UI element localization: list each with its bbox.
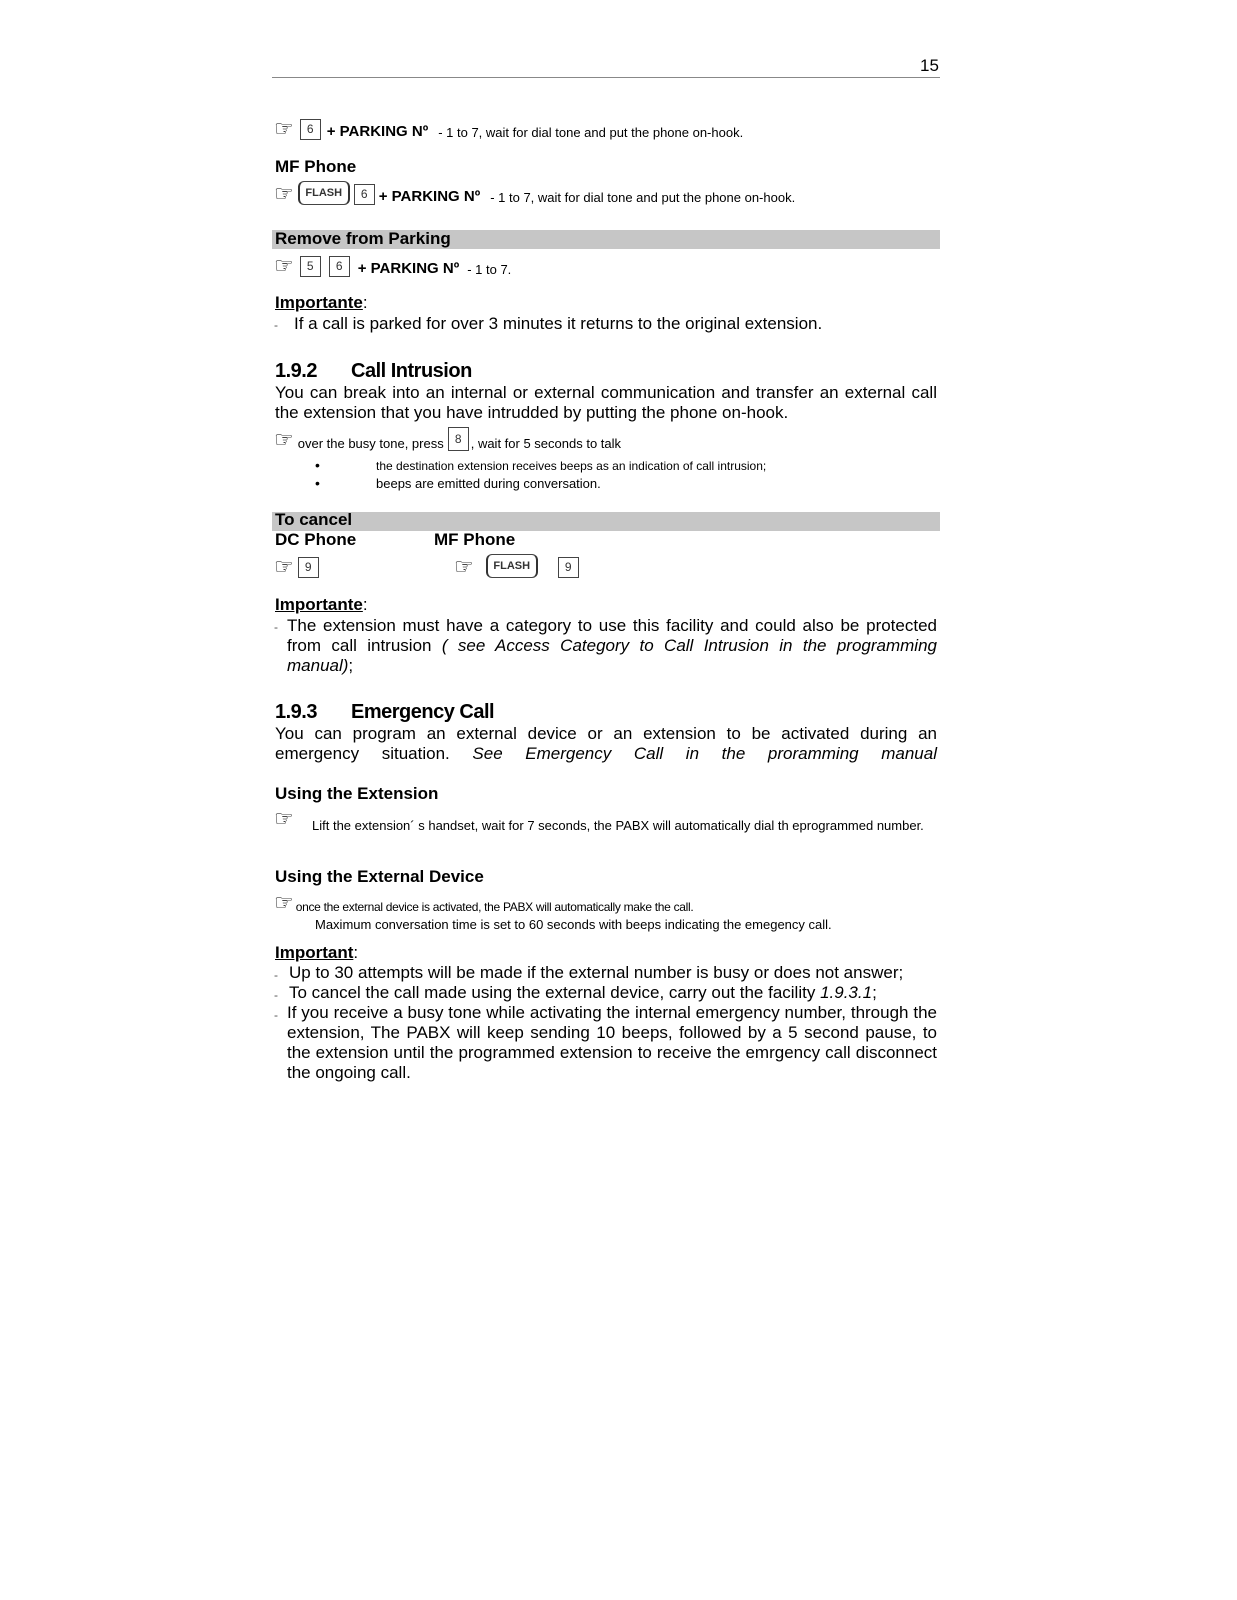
key-9: 9 bbox=[558, 557, 579, 578]
pointing-hand-icon: ☞ bbox=[274, 181, 294, 206]
parking-number-label: + PARKING Nº bbox=[326, 123, 429, 140]
emergency-item: If you receive a busy tone while activating the internal emergency number, through the extension, The PABX will keep sending 10 beeps, followed by a 5 second pause, to the extension until the programmed extension to receive the emrgency call disconnect the ongoing call. bbox=[287, 1003, 937, 1082]
key-8: 8 bbox=[448, 427, 469, 451]
pointing-hand-icon: ☞ bbox=[274, 116, 294, 141]
list-dash: - bbox=[274, 318, 278, 332]
emergency-paragraph: You can program an external device or an extension to be activated during an emergency situation. See Emergency Call in the proramming manual bbox=[275, 724, 937, 763]
dc-phone-heading: DC Phone bbox=[275, 530, 357, 549]
key-9: 9 bbox=[298, 557, 319, 578]
pointing-hand-icon: ☞ bbox=[274, 253, 294, 278]
parking-step-dc bbox=[274, 118, 743, 140]
section-band bbox=[272, 512, 940, 531]
intrusion-note: The extension must have a category to use this facility and could also be protected from call intrusion ( see Access Category to Call Intrusion in the programming manual); bbox=[287, 616, 937, 675]
header-rule bbox=[272, 77, 940, 78]
parking-number-label: + PARKING Nº bbox=[357, 260, 460, 277]
mf-phone-heading: MF Phone bbox=[275, 157, 357, 176]
parking-note: If a call is parked for over 3 minutes it returns to the original extension. bbox=[294, 314, 823, 333]
pointing-hand-icon: ☞ bbox=[274, 806, 294, 831]
pointing-hand-icon: ☞ bbox=[274, 427, 294, 452]
bullet-item: • the destination extension receives beeps as an indication of call intrusion; bbox=[315, 457, 767, 473]
emergency-item: To cancel the call made using the external device, carry out the facility 1.9.3.1; bbox=[289, 983, 877, 1002]
parking-number-label: + PARKING Nº bbox=[378, 188, 481, 205]
device-step: ☞ once the external device is activated, the PABX will automatically make the call. bbox=[274, 890, 694, 915]
intrusion-step: ☞ over the busy tone, press 8 , wait for 5 seconds to talk bbox=[274, 427, 622, 452]
cancel-mf-step bbox=[454, 554, 579, 578]
important-label: Important: bbox=[275, 943, 359, 962]
parking-desc: - 1 to 7, wait for dial tone and put the phone on-hook. bbox=[438, 125, 744, 140]
key-5: 5 bbox=[300, 256, 321, 277]
list-dash: - bbox=[274, 1008, 278, 1022]
bullet-item: • beeps are emitted during conversation. bbox=[315, 475, 601, 491]
section-title-intrusion: 1.9.2 Call Intrusion bbox=[275, 360, 472, 382]
mf-phone-heading: MF Phone bbox=[434, 530, 516, 549]
key-6: 6 bbox=[354, 184, 375, 205]
emergency-item: Up to 30 attempts will be made if the external number is busy or does not answer; bbox=[289, 963, 904, 982]
cancel-dc-step bbox=[274, 556, 319, 578]
pointing-hand-icon: ☞ bbox=[454, 554, 474, 579]
list-dash: - bbox=[274, 620, 278, 634]
key-6: 6 bbox=[300, 119, 321, 140]
remove-parking-heading: Remove from Parking bbox=[275, 229, 451, 248]
to-cancel-heading: To cancel bbox=[275, 510, 353, 529]
page-number: 15 bbox=[920, 56, 939, 75]
important-label: Importante: bbox=[275, 293, 368, 312]
parking-step-mf bbox=[274, 181, 795, 205]
section-title-emergency: 1.9.3 Emergency Call bbox=[275, 701, 495, 723]
extension-instruction: Lift the extension´ s handset, wait for 7 seconds, the PABX will automatically dial th eprogrammed number. bbox=[312, 818, 924, 833]
using-extension-heading: Using the Extension bbox=[275, 784, 439, 803]
key-6: 6 bbox=[329, 256, 350, 277]
remove-parking-step bbox=[274, 255, 511, 277]
pointing-hand-icon: ☞ bbox=[274, 554, 294, 579]
intrusion-paragraph: You can break into an internal or external communication and transfer an external call the extension that you have intrudded by putting the phone on-hook. bbox=[275, 383, 937, 422]
flash-key: FLASH bbox=[298, 181, 350, 205]
list-dash: - bbox=[274, 968, 278, 982]
device-note: Maximum conversation time is set to 60 seconds with beeps indicating the emegency call. bbox=[315, 917, 832, 932]
parking-desc: - 1 to 7, wait for dial tone and put the phone on-hook. bbox=[490, 190, 796, 205]
pointing-hand-icon: ☞ bbox=[274, 890, 294, 915]
parking-desc: - 1 to 7. bbox=[467, 262, 512, 277]
using-device-heading: Using the External Device bbox=[275, 867, 484, 886]
flash-key: FLASH bbox=[486, 554, 538, 578]
important-label: Importante: bbox=[275, 595, 368, 614]
list-dash: - bbox=[274, 988, 278, 1002]
